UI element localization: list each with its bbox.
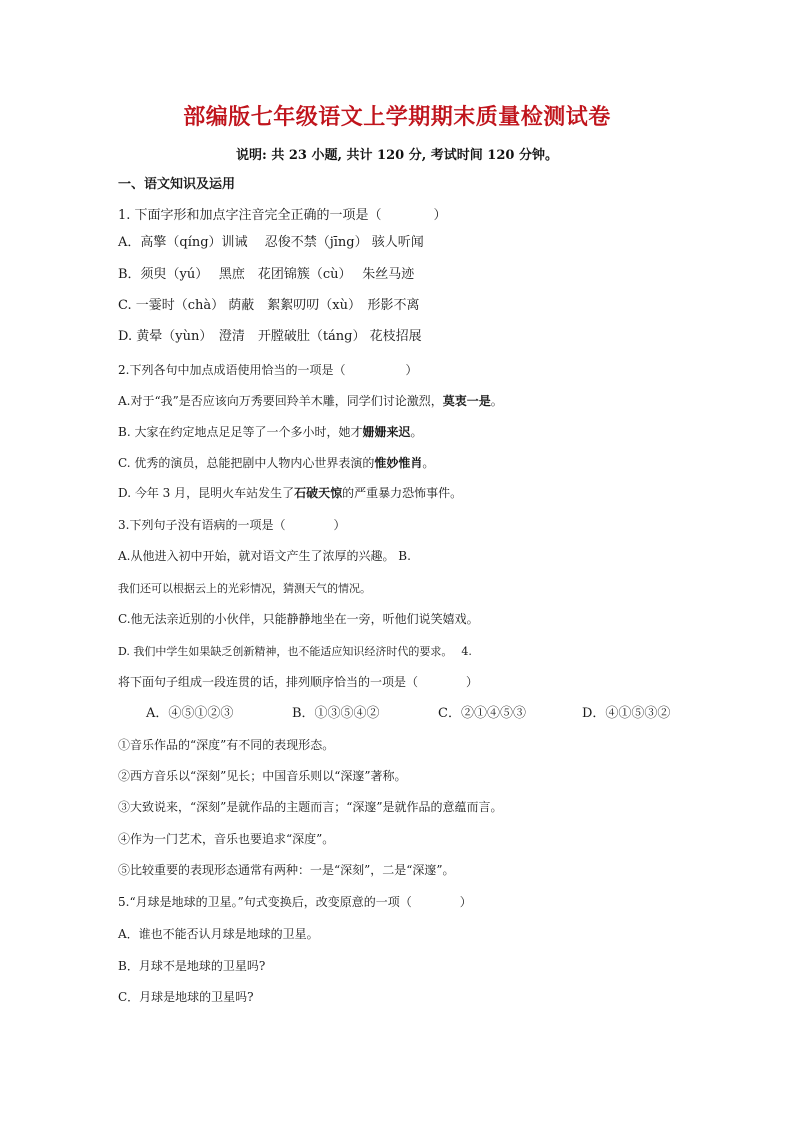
option-text: B. 大家在约定地点足足等了一个多小时，她才: [118, 425, 363, 439]
dotted-idiom: 惟妙惟肖: [374, 456, 423, 470]
sentence-5: ⑤比较重要的表现形态通常有两种：一是“深刻”，二是“深邃”。: [118, 863, 455, 877]
question-4-option-b: B．①③⑤④②: [292, 706, 380, 721]
sentence-3: ③大致说来，“深刻”是就作品的主题而言；“深邃”是就作品的意蕴而言。: [118, 800, 503, 814]
exam-instructions: 说明: 共 23 小题, 共计 120 分, 考试时间 120 分钟。: [236, 148, 558, 163]
question-2-option-d: [118, 484, 462, 502]
question-2-stem: 2.下列各句中加点成语使用恰当的一项是（ ）: [118, 363, 418, 377]
option-text: D. 今年 3 月，昆明火车站发生了: [118, 486, 295, 500]
sentence-2: ②西方音乐以“深刻”见长；中国音乐则以“深邃”著称。: [118, 769, 407, 783]
question-3-option-a: A.从他进入初中开始，就对语文产生了浓厚的兴趣。 B.: [118, 549, 411, 563]
section-heading: 一、语文知识及运用: [118, 177, 236, 192]
option-text: C. 优秀的演员，总能把剧中人物内心世界表演的: [118, 456, 375, 470]
question-5-option-b: B．月球不是地球的卫星吗?: [118, 959, 266, 973]
option-text: 。: [490, 394, 503, 408]
question-4-stem: 将下面句子组成一段连贯的话，排列顺序恰当的一项是（ ）: [118, 675, 479, 689]
question-1-option-c: C. 一霎时（chà） 荫蔽 絮絮叨叨（xù） 形影不离: [118, 298, 420, 313]
option-text: 的严重暴力恐怖事件。: [342, 486, 463, 500]
question-5-stem: 5.“月球是地球的卫星。”句式变换后，改变原意的一项（ ）: [118, 895, 472, 909]
question-4-options: [146, 705, 670, 723]
page-title: 部编版七年级语文上学期期末质量检测试卷: [183, 105, 611, 130]
question-3-option-d: D. 我们中学生如果缺乏创新精神，也不能适应知识经济时代的要求。 4.: [118, 645, 472, 658]
question-3-stem: 3.下列句子没有语病的一项是（ ）: [118, 518, 346, 532]
question-4-option-a: A．④⑤①②③: [146, 706, 234, 721]
dotted-idiom: 姗姗来迟: [362, 425, 411, 439]
question-1-option-a: A．高擎（qíng）训诫 忍俊不禁（jīng） 骇人听闻: [118, 235, 424, 250]
sentence-1: ①音乐作品的“深度”有不同的表现形态。: [118, 738, 335, 752]
option-text: 。: [422, 456, 435, 470]
question-3-option-c: C.他无法亲近别的小伙伴，只能静静地坐在一旁，听他们说笑嬉戏。: [118, 612, 479, 626]
question-1-option-b: B．须臾（yú） 黑庶 花团锦簇（cù） 朱丝马迹: [118, 267, 415, 282]
question-4-option-d: D．④①⑤③②: [582, 706, 671, 721]
question-4-option-c: C．②①④⑤③: [438, 706, 526, 721]
option-text: A.对于“我”是否应该向万秀要回羚羊木雕，同学们讨论激烈，: [118, 394, 443, 408]
dotted-idiom: 石破天惊: [294, 486, 343, 500]
question-1-stem: 1. 下面字形和加点字注音完全正确的一项是（ ）: [118, 208, 447, 223]
question-5-option-a: A．谁也不能否认月球是地球的卫星。: [118, 927, 319, 941]
question-2-option-b: [118, 423, 422, 441]
question-5-option-c: C．月球是地球的卫星吗?: [118, 990, 254, 1004]
question-2-option-a: [118, 392, 503, 410]
dotted-idiom: 莫衷一是: [442, 394, 491, 408]
question-3-option-b: 我们还可以根据云上的光彩情况，猜测天气的情况。: [118, 582, 371, 595]
question-1-option-d: D. 黄晕（yùn） 澄清 开膛破肚（tánɡ） 花枝招展: [118, 329, 422, 344]
question-2-option-c: [118, 454, 434, 472]
option-text: 。: [410, 425, 423, 439]
sentence-4: ④作为一门艺术，音乐也要追求“深度”。: [118, 832, 335, 846]
